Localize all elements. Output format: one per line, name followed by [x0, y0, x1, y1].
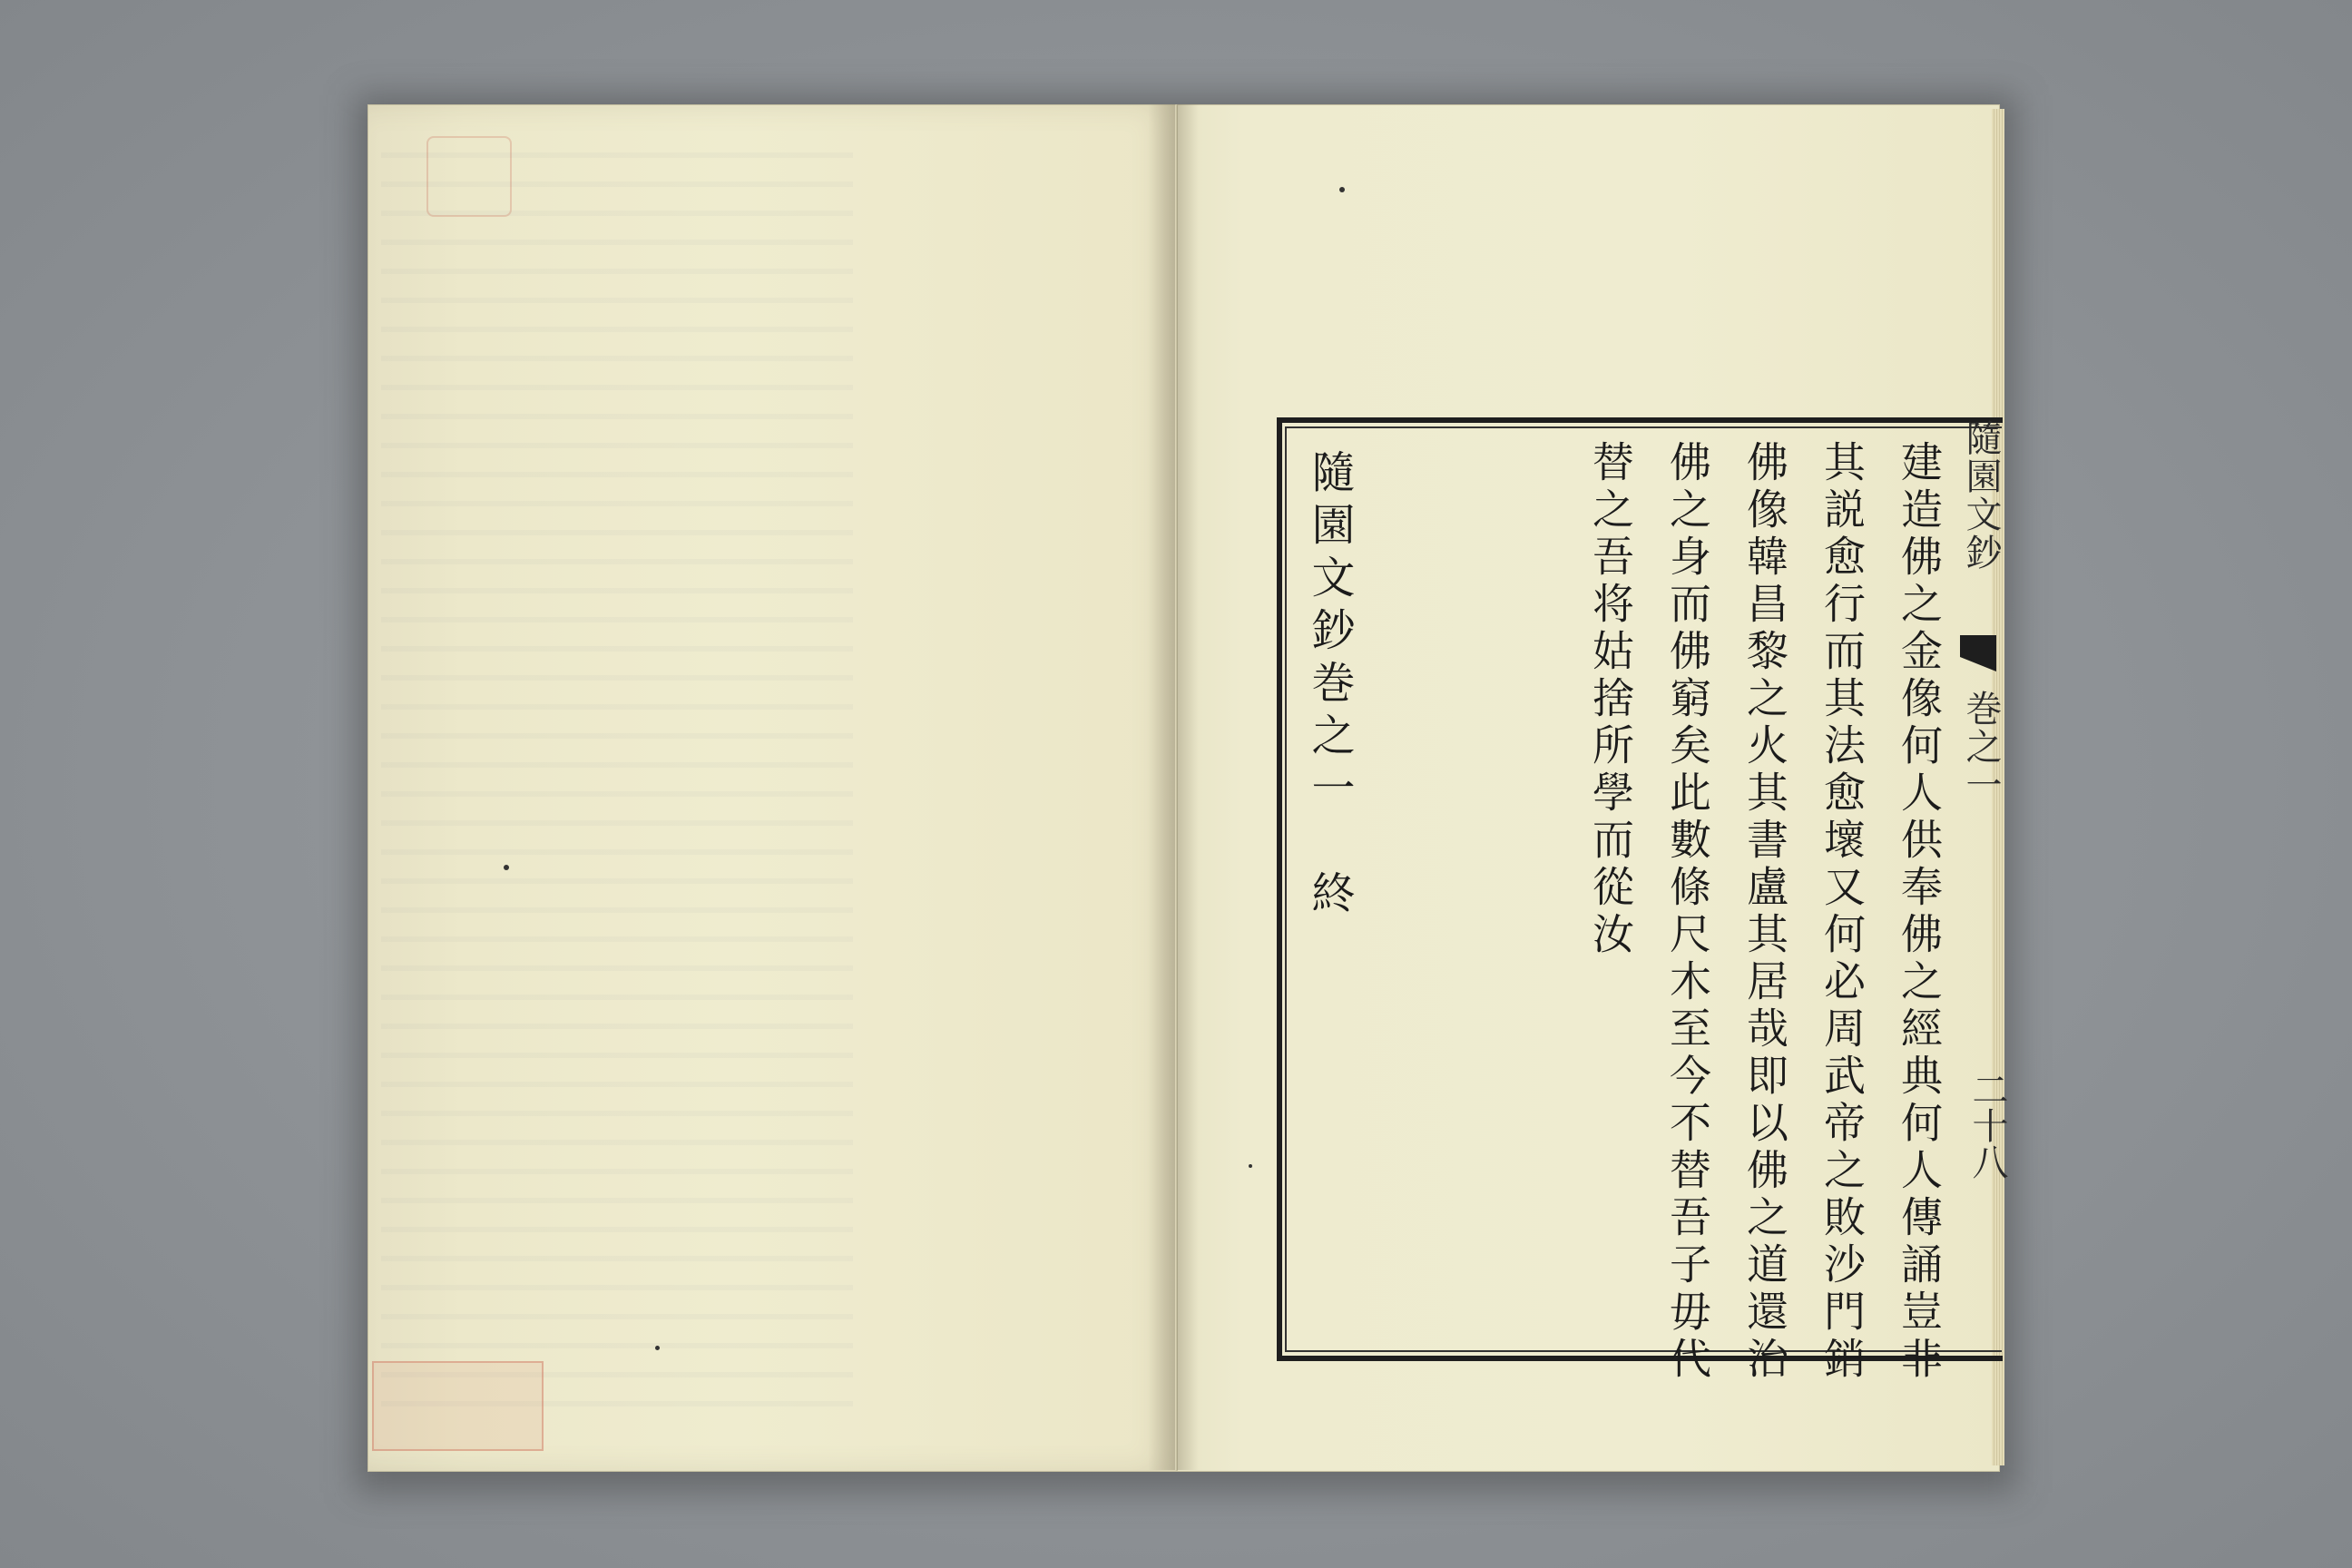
text-column-5: 替之吾将姑捨所學而從汝: [1586, 440, 1635, 959]
margin-volume: 巻之一: [1960, 690, 2002, 804]
speck: [1339, 187, 1345, 192]
margin-page-number: 二十八: [1966, 1071, 2008, 1180]
text-column-4: 佛之身而佛窮矣此數條尺木至今不替吾子毋代: [1663, 440, 1712, 1384]
speck: [655, 1346, 660, 1350]
text-column-1: 建造佛之金像何人供奉佛之經典何人傳誦豈非: [1895, 440, 1944, 1384]
faint-seal-bottom: [372, 1361, 544, 1451]
faint-seal-top: [426, 136, 512, 217]
left-gutter-shade: [1148, 104, 1175, 1470]
right-gutter-shade: [1177, 104, 1199, 1470]
speck: [1249, 1164, 1252, 1168]
closing-title: 隨園文鈔巻之一 終: [1304, 449, 1355, 923]
text-column-3: 佛像韓昌黎之火其書盧其居哉即以佛之道還治: [1740, 440, 1789, 1384]
margin-title: 隨園文鈔: [1960, 419, 2002, 572]
bleed-through-text: [381, 136, 853, 1406]
text-column-2: 其説愈行而其法愈壞又何必周武帝之敗沙門銷: [1818, 440, 1867, 1384]
speck: [504, 865, 509, 870]
